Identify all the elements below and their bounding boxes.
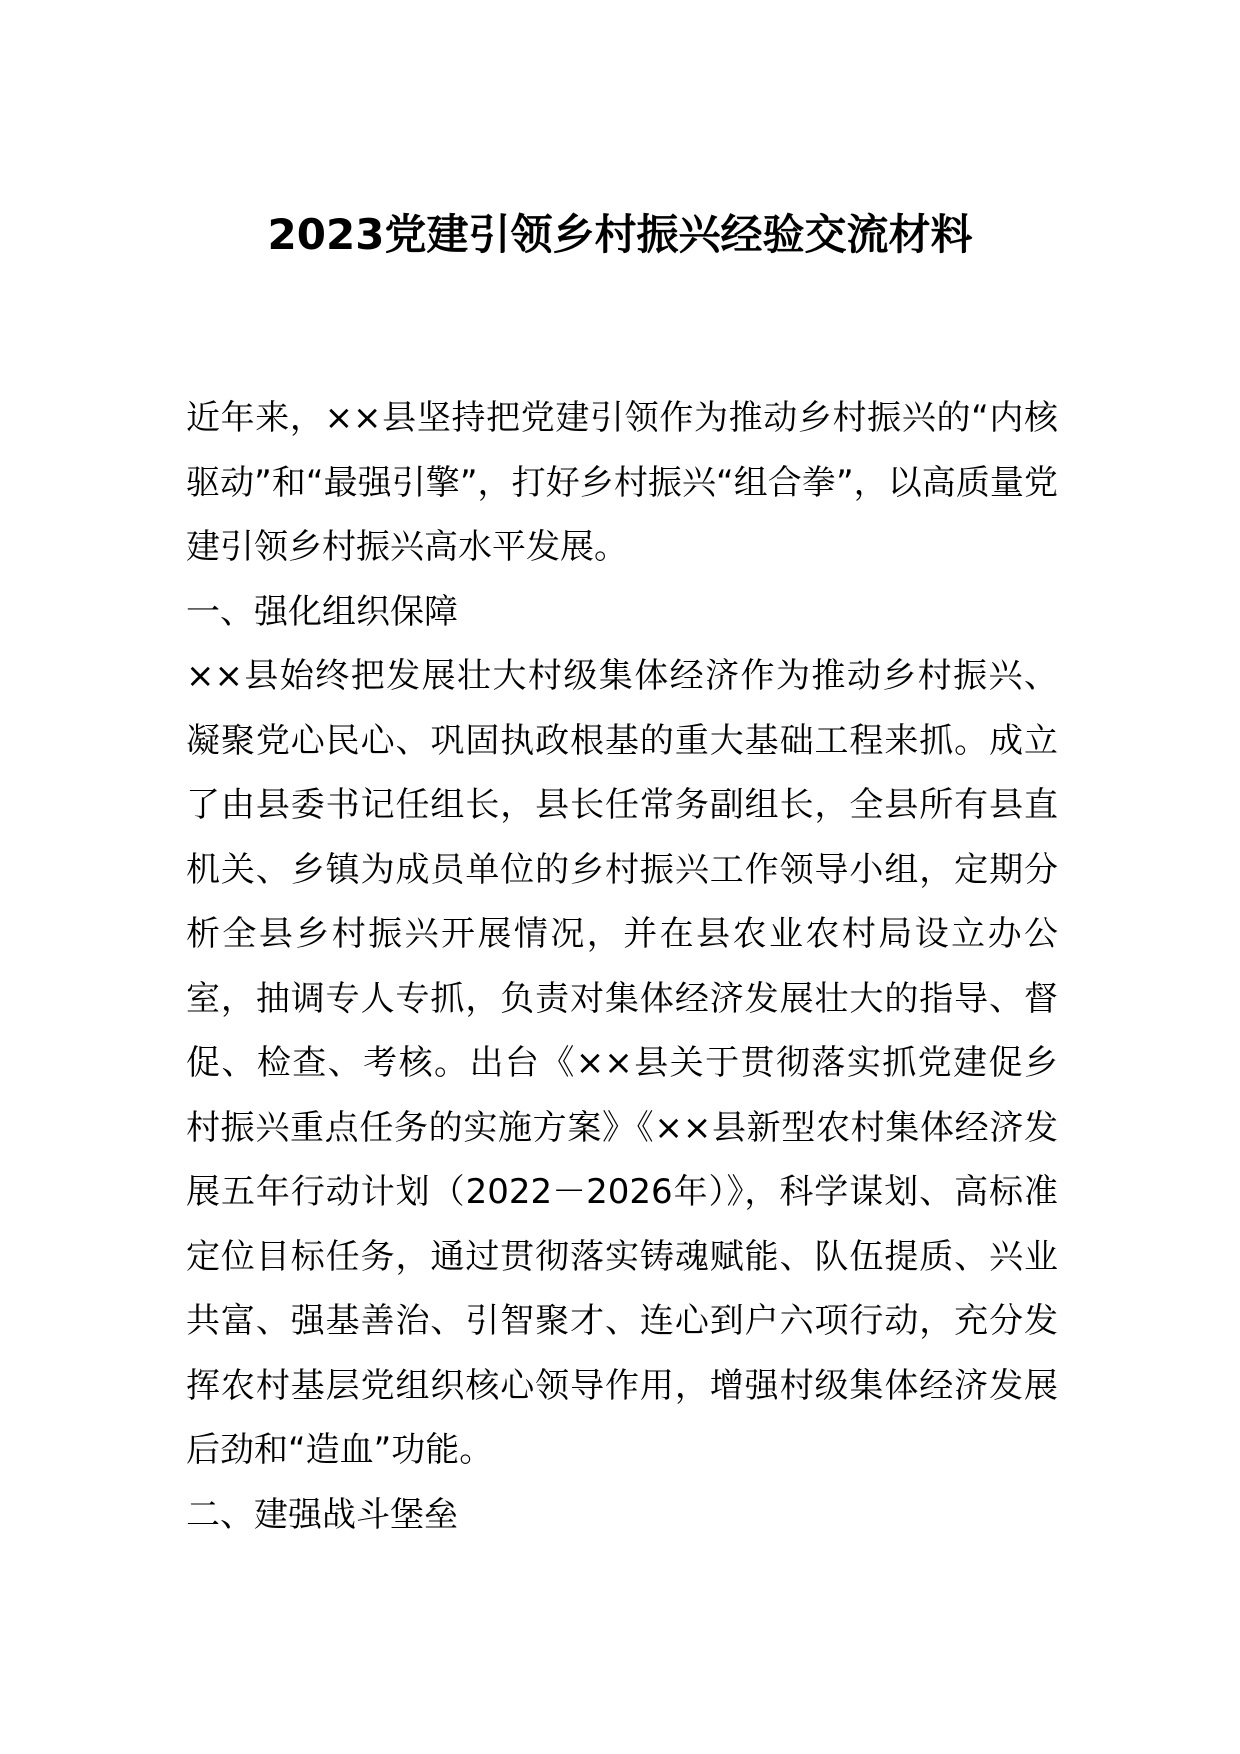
document-title: 2023党建引领乡村振兴经验交流材料	[267, 210, 973, 259]
section-1-paragraph: ××县始终把发展壮大村级集体经济作为推动乡村振兴、凝聚党心民心、巩固执政根基的重大基础工程来抓。成立了由县委书记任组长，县长任常务副组长，全县所有县直机关、乡镇为成员单位的乡村振兴工作领导小组，定期分析全县乡村振兴开展情况，并在县农业农村局设立办公室，抽调专人专抓，负责对集体经济发展壮大的指导、督促、检查、考核。出台《××县关于贯彻落实抓党建促乡村振兴重点任务的实施方案》《××县新型农村集体经济发展五年行动计划（2022－2026年）》，科学谋划、高标准定位目标任务，通过贯彻落实铸魂赋能、队伍提质、兴业共富、强基善治、引智聚才、连心到户六项行动，充分发挥农村基层党组织核心领导作用，增强村级集体经济发展后劲和“造血”功能。	[186, 656, 1058, 1470]
document-body	[186, 386, 1058, 1547]
section-heading-1: 一、强化组织保障	[186, 591, 458, 632]
intro-paragraph: 近年来，××县坚持把党建引领作为推动乡村振兴的“内核驱动”和“最强引擎”，打好乡村振兴“组合拳”，以高质量党建引领乡村振兴高水平发展。	[186, 398, 1058, 567]
section-heading-2: 二、建强战斗堡垒	[186, 1494, 458, 1535]
